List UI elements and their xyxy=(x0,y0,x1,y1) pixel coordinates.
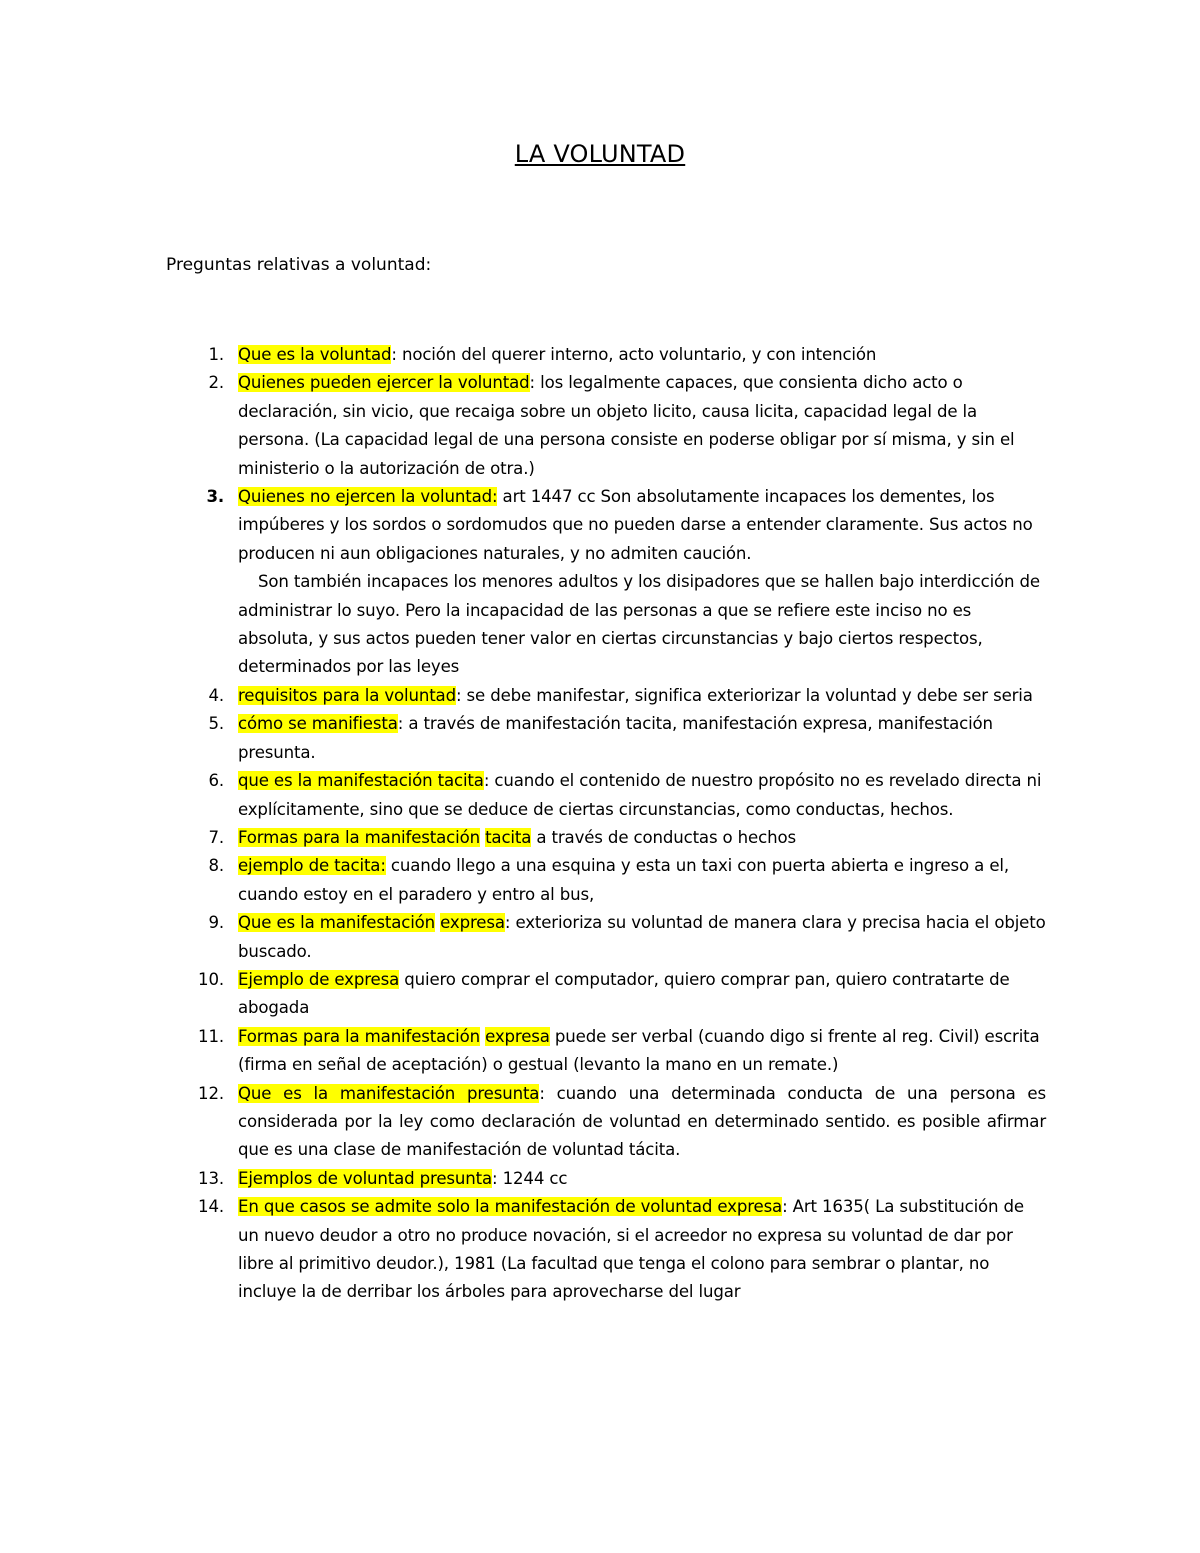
question-highlight: En que casos se admite solo la manifestación de voluntad expresa xyxy=(238,1197,783,1217)
list-item xyxy=(166,682,1046,710)
separator: : xyxy=(782,1197,793,1217)
question-highlight: ejemplo de tacita: xyxy=(238,856,386,876)
item-number: 13. xyxy=(198,1168,224,1188)
item-number: 12. xyxy=(198,1083,224,1103)
question-highlight: cómo se manifiesta xyxy=(238,714,398,734)
item-number: 11. xyxy=(198,1026,224,1046)
answer-text: a través de conductas o hechos xyxy=(536,827,796,847)
separator: : xyxy=(529,373,541,393)
list-item xyxy=(166,1193,1046,1307)
answer-text: cuando una determinada conducta de una persona es considerada por la ley como declaración de voluntad en determinado sentido. es posible afirmar que es una clase de manifestación de voluntad tácita. xyxy=(238,1083,1046,1160)
list-item xyxy=(166,369,1046,483)
item-number: 14. xyxy=(198,1197,224,1217)
list-item xyxy=(166,483,1046,682)
answer-text: cuando llego a una esquina y esta un taxi con puerta abierta e ingreso a el, cuando estoy en el paradero y entro al bus, xyxy=(238,856,1009,904)
question-highlight: requisitos para la voluntad xyxy=(238,685,456,705)
list-item xyxy=(166,1080,1046,1165)
list-item xyxy=(166,1165,1046,1193)
answer-text: exterioriza su voluntad de manera clara y precisa hacia el objeto buscado. xyxy=(238,913,1046,961)
list-item xyxy=(166,852,1046,909)
question-highlight-2: tacita xyxy=(485,827,532,847)
separator: : xyxy=(483,771,495,791)
item-number: 4. xyxy=(208,685,224,705)
item-number: 9. xyxy=(208,913,224,933)
answer-text: puede ser verbal (cuando digo si frente al reg. Civil) escrita (firma en señal de aceptación) o gestual (levanto la mano en un remate.) xyxy=(238,1026,1040,1075)
answer-text: 1244 cc xyxy=(502,1168,568,1188)
separator: : xyxy=(539,1083,557,1103)
question-highlight: Que es la manifestación presunta xyxy=(238,1083,540,1103)
item-number: 7. xyxy=(208,827,224,847)
list-item xyxy=(166,909,1046,966)
question-highlight: que es la manifestación tacita xyxy=(238,771,484,791)
answer-text: noción del querer interno, acto voluntario, y con intención xyxy=(401,345,877,364)
question-list xyxy=(166,341,1046,1307)
answer-text: a través de manifestación tacita, manifestación expresa, manifestación presunta. xyxy=(238,714,993,762)
item-number: 6. xyxy=(208,771,224,791)
answer-text: Art 1635( La substitución de un nuevo deudor a otro no produce novación, si el acreedor no expresa su voluntad de dar por libre al primitivo deudor.), 1981 (La facultad que tenga el colono para sembrar o plantar, no incluye la de derribar los árboles para aprovecharse del lugar xyxy=(238,1197,1024,1302)
question-highlight: Formas para la manifestación xyxy=(238,1026,480,1046)
separator: : xyxy=(504,913,516,933)
question-highlight: Que es la voluntad xyxy=(238,345,392,364)
list-item xyxy=(166,710,1046,767)
question-highlight: Formas para la manifestación xyxy=(238,827,480,847)
separator: : xyxy=(397,714,409,734)
question-highlight: Quienes no ejercen la voluntad: xyxy=(238,487,498,507)
answer-text: cuando el contenido de nuestro propósito no es revelado directa ni explícitamente, sino que se deduce de ciertas circunstancias, como conductas, hechos. xyxy=(238,771,1042,819)
question-highlight-2: expresa xyxy=(485,1026,550,1046)
answer-text: los legalmente capaces, que consienta dicho acto o declaración, sin vicio, que recaiga sobre un objeto licito, causa licita, capacidad legal de la persona. (La capacidad legal de una persona consiste en poderse obligar por sí misma, y sin el ministerio o la autorización de otra.) xyxy=(238,373,1015,478)
item-number: 10. xyxy=(198,969,224,989)
list-item xyxy=(166,341,1046,369)
list-item xyxy=(166,966,1046,1023)
question-highlight: Ejemplo de expresa xyxy=(238,969,400,989)
answer-continuation: Son también incapaces los menores adultos y los disipadores que se hallen bajo interdicción de administrar lo suyo. Pero la incapacidad de las personas a que se refiere este inciso no es absoluta, y sus actos pueden tener valor en ciertas circunstancias y bajo ciertos respectos, determinados por las leyes xyxy=(238,572,1040,677)
list-item xyxy=(166,1023,1046,1080)
item-number: 2. xyxy=(208,373,224,393)
intro-text: Preguntas relativas a voluntad: xyxy=(166,255,432,275)
question-highlight-2: expresa xyxy=(440,913,505,933)
item-number: 5. xyxy=(208,714,224,734)
separator: : xyxy=(492,1168,503,1188)
separator: : xyxy=(455,685,467,705)
answer-text: art 1447 cc Son absolutamente incapaces los dementes, los impúberes y los sordos o sordomudos que no pueden darse a entender claramente. Sus actos no producen ni aun obligaciones naturales, y no admiten caución. xyxy=(238,487,1033,563)
answer-text: quiero comprar el computador, quiero comprar pan, quiero contratarte de abogada xyxy=(238,969,1010,1018)
document-title: LA VOLUNTAD xyxy=(514,140,686,168)
item-number: 1. xyxy=(208,345,224,364)
list-item xyxy=(166,824,1046,852)
list-item xyxy=(166,767,1046,824)
item-number: 3. xyxy=(206,487,224,507)
question-highlight: Quienes pueden ejercer la voluntad xyxy=(238,373,530,393)
question-highlight: Que es la manifestación xyxy=(238,913,436,933)
separator: : xyxy=(391,345,402,364)
question-highlight: Ejemplos de voluntad presunta xyxy=(238,1168,493,1188)
item-number: 8. xyxy=(208,856,224,876)
answer-text: se debe manifestar, significa exteriorizar la voluntad y debe ser seria xyxy=(466,685,1033,705)
